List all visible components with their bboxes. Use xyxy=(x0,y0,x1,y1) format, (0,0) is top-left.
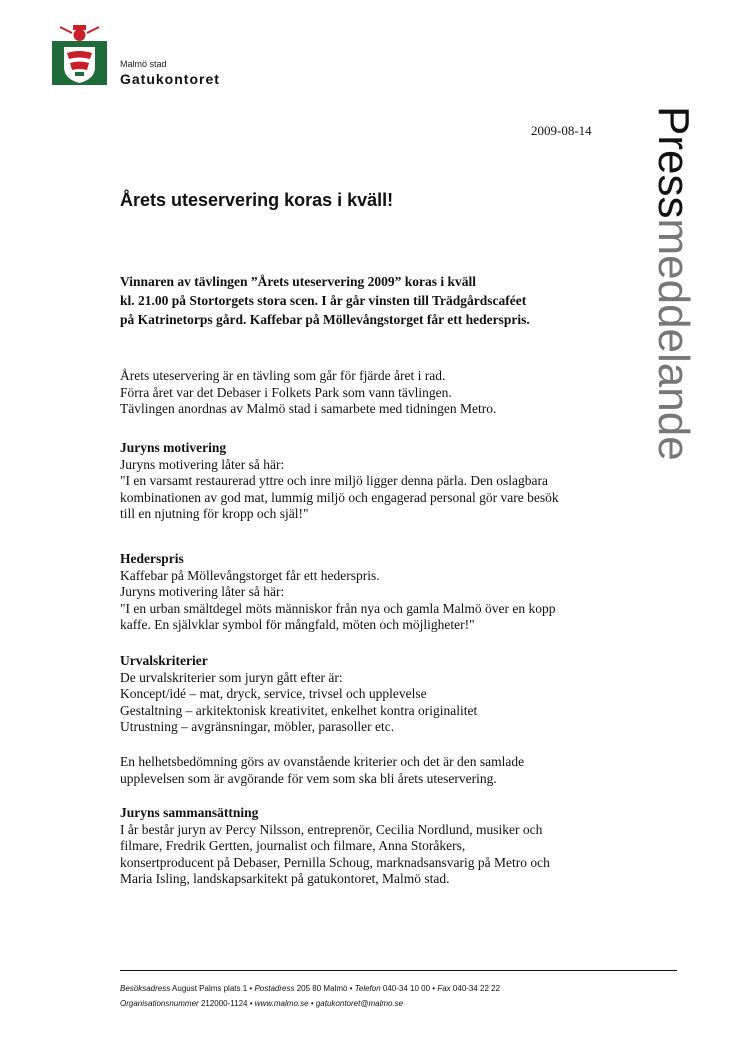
section-heading: Juryns sammansättning xyxy=(120,805,259,820)
text-line: Förra året var det Debaser i Folkets Park som vann tävlingen. xyxy=(120,384,452,400)
section-heading: Hederspris xyxy=(120,551,184,566)
footer-orgnr-value: 212000-1124 xyxy=(200,999,248,1008)
side-label-meddelande: meddelande xyxy=(649,218,698,461)
section-heading: Juryns motivering xyxy=(120,440,227,455)
footer-separator: • xyxy=(249,999,253,1008)
text-line: filmare, Fredrik Gertten, journalist och filmare, Anna Storåkers, xyxy=(120,838,466,853)
footer-orgnr-label: Organisationsnummer xyxy=(120,999,199,1008)
section-jury xyxy=(120,805,620,888)
text-line: konsertproducent på Debaser, Pernilla Schoug, marknadsansvarig på Metro och xyxy=(120,854,550,870)
lead-paragraph xyxy=(120,272,610,329)
footer-post-value: 205 80 Malmö xyxy=(296,984,348,993)
section-hederspris xyxy=(120,551,620,634)
text-line: kombinationen av god mat, lummig miljö och engagerad personal gör vare besök xyxy=(120,489,559,505)
footer-separator: • xyxy=(349,984,353,993)
footer-phone-label: Telefon xyxy=(354,984,381,993)
footer-org-line xyxy=(120,999,680,1008)
text-line: Juryns motivering låter så här: xyxy=(120,456,285,472)
text-line: "I en urban smältdegel möts människor från nya och gamla Malmö över en kopp xyxy=(120,600,556,616)
footer-fax-label: Fax xyxy=(437,984,451,993)
section-motivering xyxy=(120,440,620,523)
footer-email-link[interactable]: gatukontoret@malmo.se xyxy=(315,999,404,1008)
pressmeddelande-side-label xyxy=(648,106,698,556)
lead-line: Vinnaren av tävlingen ”Årets uteservering 2009” koras i kväll xyxy=(120,274,476,289)
page-title: Årets uteservering koras i kväll! xyxy=(120,190,394,210)
footer-separator: • xyxy=(432,984,436,993)
footer-post-label: Postadress xyxy=(254,984,295,993)
text-line: De urvalskriterier som juryn gått efter är: xyxy=(120,669,343,685)
text-line: till en njutning för kropp och själ!" xyxy=(120,506,309,521)
org-name-department: Gatukontoret xyxy=(120,71,220,87)
lead-line: på Katrinetorps gård. Kaffebar på Möllevångstorget får ett hederspris. xyxy=(120,312,530,327)
text-line: Årets uteservering är en tävling som går för fjärde året i rad. xyxy=(120,368,446,383)
press-date: 2009-08-14 xyxy=(531,123,592,138)
section-helhetsbedomning xyxy=(120,754,620,787)
text-line: kaffe. En självklar symbol för mångfald, möten och möjligheter!" xyxy=(120,617,475,632)
footer-separator: • xyxy=(249,984,253,993)
footer-divider xyxy=(120,970,677,971)
footer-fax-value: 040-34 22 22 xyxy=(452,984,501,993)
section-urvalskriterier xyxy=(120,653,620,736)
footer-visit-value: August Palms plats 1 xyxy=(172,984,248,993)
intro-paragraph xyxy=(120,368,620,418)
footer-separator: • xyxy=(310,999,314,1008)
text-line: Gestaltning – arkitektonisk kreativitet, enkelhet kontra originalitet xyxy=(120,702,478,718)
footer-website-link[interactable]: www.malmo.se xyxy=(254,999,309,1008)
text-line: I år består juryn av Percy Nilsson, entreprenör, Cecilia Nordlund, musiker och xyxy=(120,821,543,837)
footer-phone-value: 040-34 10 00 xyxy=(382,984,431,993)
text-line: upplevelsen som är avgörande för vem som ska bli årets uteservering. xyxy=(120,770,497,786)
text-line: Tävlingen anordnas av Malmö stad i samarbete med tidningen Metro. xyxy=(120,401,497,416)
text-line: Koncept/idé – mat, dryck, service, trivsel och upplevelse xyxy=(120,686,427,701)
text-line: Maria Isling, landskapsarkitekt på gatukontoret, Malmö stad. xyxy=(120,871,450,886)
side-label-press: Press xyxy=(649,106,698,219)
footer-visit-label: Besöksadress xyxy=(120,984,171,993)
malmo-stad-logo xyxy=(52,23,107,85)
footer-address-line xyxy=(120,984,680,993)
text-line: Kaffebar på Möllevångstorget får ett hederspris. xyxy=(120,567,380,583)
lead-line: kl. 21.00 på Stortorgets stora scen. I år går vinsten till Trädgårdscaféet xyxy=(120,293,527,308)
text-line: "I en varsamt restaurerad yttre och inre miljö ligger denna pärla. Den oslagbara xyxy=(120,473,548,488)
text-line: Juryns motivering låter så här: xyxy=(120,584,285,599)
section-heading: Urvalskriterier xyxy=(120,653,208,668)
text-line: Utrustning – avgränsningar, möbler, parasoller etc. xyxy=(120,719,395,734)
org-name-small: Malmö stad xyxy=(120,59,167,69)
text-line: En helhetsbedömning görs av ovanstående kriterier och det är den samlade xyxy=(120,754,525,769)
